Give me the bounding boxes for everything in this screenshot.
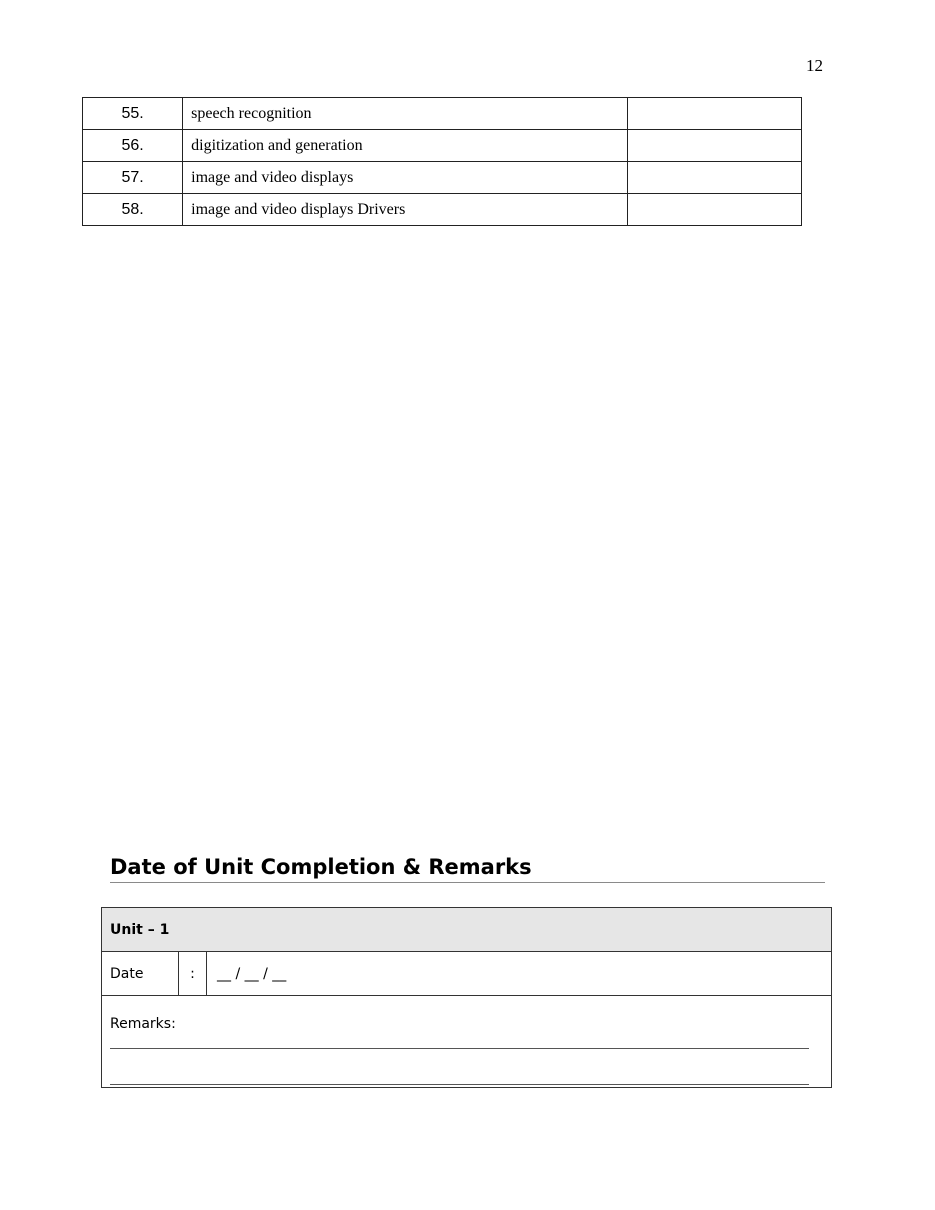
topic-text: digitization and generation xyxy=(183,130,628,162)
topics-table xyxy=(82,97,802,226)
topic-number: 57. xyxy=(83,162,183,194)
date-value: __ / __ / __ xyxy=(217,965,287,982)
topic-number: 58. xyxy=(83,194,183,226)
remarks-line xyxy=(110,1048,809,1049)
topic-text: image and video displays xyxy=(183,162,628,194)
topic-text: speech recognition xyxy=(183,98,628,130)
table-row xyxy=(83,98,802,130)
page-number: 12 xyxy=(806,56,823,75)
remarks-label: Remarks: xyxy=(110,1016,176,1032)
date-label: Date xyxy=(102,952,179,995)
section-title: Date of Unit Completion & Remarks xyxy=(110,854,825,883)
date-row xyxy=(102,952,831,996)
remarks-area xyxy=(102,996,831,1088)
topic-number: 55. xyxy=(83,98,183,130)
unit-header: Unit – 1 xyxy=(102,908,831,952)
table-row xyxy=(83,130,802,162)
table-row xyxy=(83,162,802,194)
remarks-line xyxy=(110,1084,809,1085)
topic-text: image and video displays Drivers xyxy=(183,194,628,226)
date-colon: : xyxy=(179,952,207,995)
topic-number: 56. xyxy=(83,130,183,162)
topic-mark-cell xyxy=(627,162,801,194)
unit-completion-box xyxy=(101,907,832,1088)
topic-mark-cell xyxy=(627,194,801,226)
topic-mark-cell xyxy=(627,98,801,130)
topic-mark-cell xyxy=(627,130,801,162)
table-row xyxy=(83,194,802,226)
